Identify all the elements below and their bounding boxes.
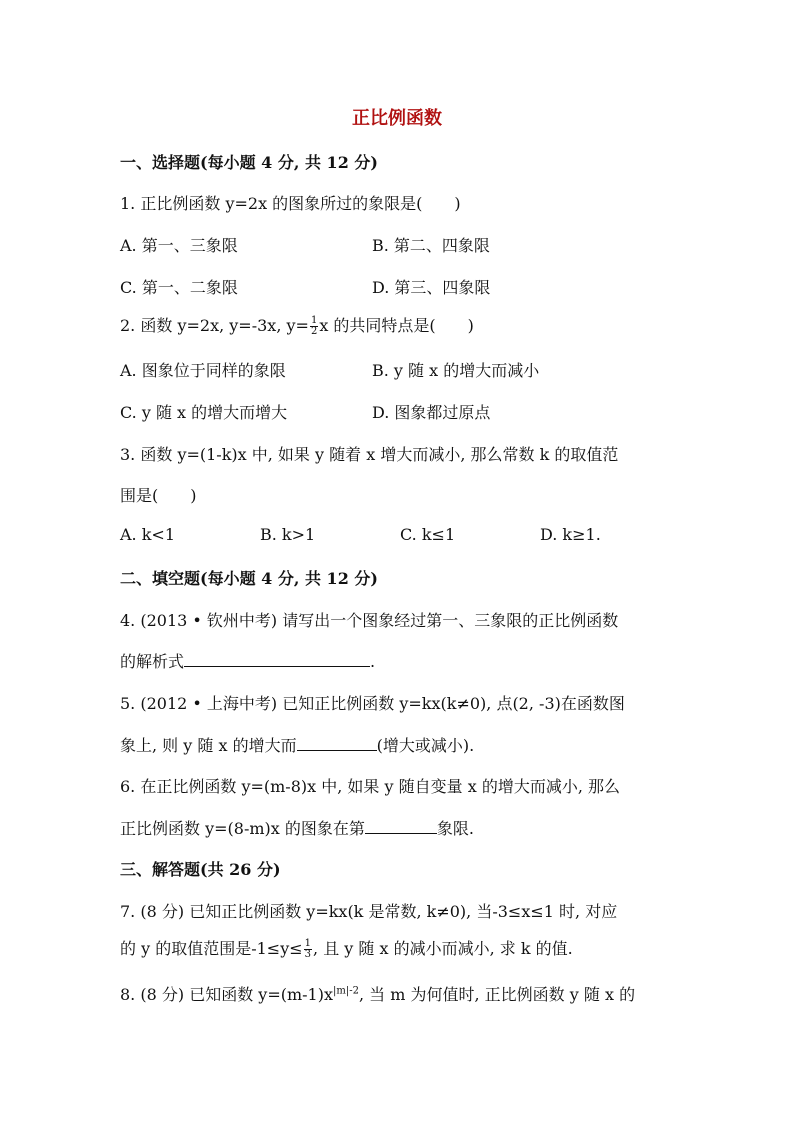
question-4-line-2 (120, 649, 375, 672)
section-heading-fill: 二、填空题(每小题 4 分, 共 12 分) (120, 569, 378, 588)
question-8-line-1 (120, 982, 635, 1005)
q8-line-1-pre: 8. (8 分) 已知函数 y=(m-1)x (120, 985, 333, 1004)
q7-fraction-den: 3 (304, 949, 312, 960)
q1-option-b: B. 第二、四象限 (372, 236, 490, 255)
question-5-line-2 (120, 733, 474, 756)
question-3-stem-line-2: 围是( ) (120, 486, 197, 505)
q3-option-b: B. k>1 (260, 525, 316, 544)
q5-answer-blank[interactable] (297, 736, 377, 751)
q2-stem-pre: 2. 函数 y=2x, y=-3x, y= (120, 316, 309, 335)
q2-option-c: C. y 随 x 的增大而增大 (120, 403, 288, 422)
q2-option-d: D. 图象都过原点 (372, 403, 491, 422)
q4-answer-blank[interactable] (184, 652, 370, 667)
question-6-line-2 (120, 816, 474, 839)
q7-fraction-num: 1 (304, 938, 312, 949)
q4-line-2-pre: 的解析式 (120, 652, 185, 671)
question-7-line-1: 7. (8 分) 已知正比例函数 y=kx(k 是常数, k≠0), 当-3≤x≤1 时, 对应 (120, 902, 618, 921)
q5-line-2-post: (增大或减小). (376, 736, 475, 755)
question-3-stem-line-1: 3. 函数 y=(1-k)x 中, 如果 y 随着 x 增大而减小, 那么常数 k 的取值范 (120, 445, 619, 464)
q8-line-1-post: , 当 m 为何值时, 正比例函数 y 随 x 的 (358, 985, 636, 1004)
q6-line-2-post: 象限. (436, 819, 474, 838)
q3-option-c: C. k≤1 (400, 525, 456, 544)
q1-option-a: A. 第一、三象限 (120, 236, 238, 255)
q7-line-2-pre: 的 y 的取值范围是-1≤y≤ (120, 939, 303, 958)
q4-line-2-post: . (370, 652, 376, 671)
question-2-stem (120, 313, 474, 337)
question-5-line-1: 5. (2012 • 上海中考) 已知正比例函数 y=kx(k≠0), 点(2, -3)在函数图 (120, 694, 625, 713)
q2-fraction (310, 316, 318, 337)
q2-fraction-den: 2 (310, 326, 318, 337)
q1-option-c: C. 第一、二象限 (120, 278, 238, 297)
q7-line-2-post: , 且 y 随 x 的减小而减小, 求 k 的值. (313, 939, 573, 958)
page-title: 正比例函数 (352, 108, 442, 129)
q2-option-a: A. 图象位于同样的象限 (120, 361, 286, 380)
question-6-line-1: 6. 在正比例函数 y=(m-8)x 中, 如果 y 随自变量 x 的增大而减小, 那么 (120, 777, 620, 796)
q3-option-d: D. k≥1. (540, 525, 601, 544)
q7-fraction (304, 939, 312, 960)
q3-option-a: A. k<1 (120, 525, 176, 544)
section-heading-choice: 一、选择题(每小题 4 分, 共 12 分) (120, 153, 378, 172)
section-heading-solve: 三、解答题(共 26 分) (120, 860, 281, 879)
q8-exponent: |m|-2 (333, 985, 359, 997)
question-1-stem: 1. 正比例函数 y=2x 的图象所过的象限是( ) (120, 194, 461, 213)
q2-stem-post: x 的共同特点是( ) (319, 316, 474, 335)
q6-line-2-pre: 正比例函数 y=(8-m)x 的图象在第 (120, 819, 365, 838)
question-4-line-1: 4. (2013 • 钦州中考) 请写出一个图象经过第一、三象限的正比例函数 (120, 611, 619, 630)
q1-option-d: D. 第三、四象限 (372, 278, 491, 297)
q2-fraction-num: 1 (310, 315, 318, 326)
q6-answer-blank[interactable] (365, 819, 437, 834)
q5-line-2-pre: 象上, 则 y 随 x 的增大而 (120, 736, 297, 755)
question-7-line-2 (120, 936, 573, 960)
q2-option-b: B. y 随 x 的增大而减小 (372, 361, 540, 380)
